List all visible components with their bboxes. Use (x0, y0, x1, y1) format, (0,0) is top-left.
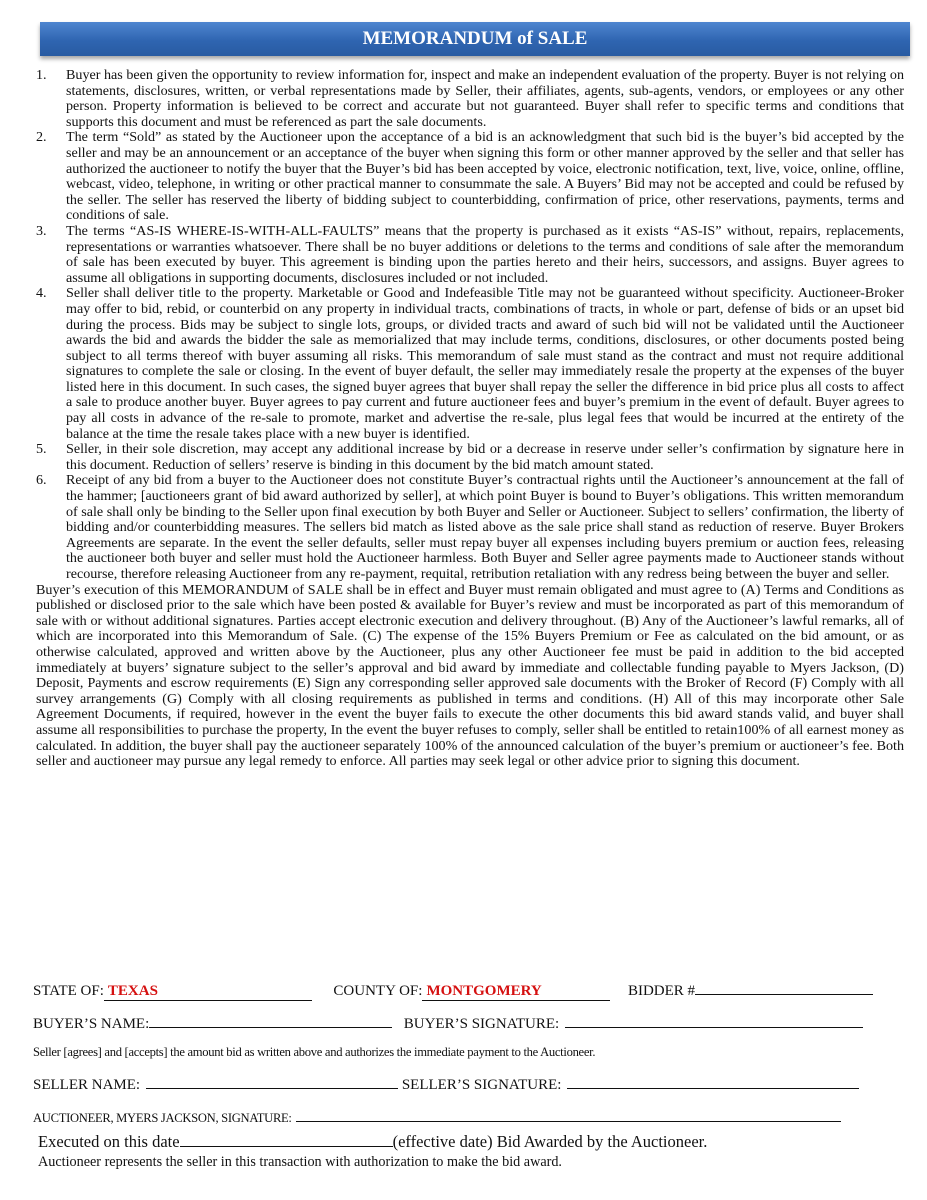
term-item (36, 473, 904, 582)
seller-agreement-text: Seller [agrees] and [accepts] the amount bid as written above and authorizes the immediate payment to the Auctioneer. (33, 1045, 596, 1059)
auctioneer-row (33, 1107, 841, 1127)
county-label: COUNTY OF: (333, 983, 423, 999)
term-text: The term “Sold” as stated by the Auctioneer upon the acceptance of a bid is an acknowledgment that such bid is the buyer’s bid accepted by the seller and may be an announcement or an acceptance of the buyer when signing this form or other manner approved by the seller and that seller has authorized the auctioneer to notify the buyer that the Buyer’s bid has been accepted by voice, electronic notification, text, live, voice, online, offline, webcast, video, telephone, in writing or other practical manner to consummate the sale. A Buyers’ Bid may not be accepted and could be refused by the seller. The seller has reserved the liberty of bidding subject to counterbidding, confirmation of price, other reservations, payments, terms and conditions of sale. (66, 129, 904, 224)
document-title-banner: MEMORANDUM of SALE (40, 22, 910, 56)
state-value: TEXAS (107, 983, 158, 999)
seller-row (33, 1074, 859, 1094)
term-number: 4. (36, 285, 47, 302)
term-item (36, 286, 904, 442)
term-text: Seller, in their sole discretion, may accept any additional increase by bid or a decrease in reserve under seller’s confirmation by signature here in this document. Reduction of sellers’ reserve is binding in this document by the bid match amount stated. (66, 441, 904, 473)
term-item (36, 442, 904, 473)
term-item (36, 130, 904, 224)
executed-suffix: (effective date) Bid Awarded by the Auctioneer. (392, 1132, 708, 1151)
term-item (36, 224, 904, 286)
footer-note: Auctioneer represents the seller in this transaction with authorization to make the bid award. (38, 1154, 562, 1170)
terms-section (36, 68, 904, 770)
term-number: 6. (36, 472, 47, 489)
county-value: MONTGOMERY (426, 983, 542, 999)
term-text: Buyer has been given the opportunity to review information for, inspect and make an independent evaluation of the property. Buyer is not relying on statements, disclosures, written, or verbal representations made by Seller, their affiliates, agents, sub-agents, vendors, or employees or any other person. Property information is believed to be correct and accurate but not guaranteed. Buyer shall refer to specific terms and conditions that supports this document and must be referenced as part the sale documents. (66, 67, 904, 130)
term-number: 2. (36, 129, 47, 146)
executed-label: Executed on this date (38, 1132, 180, 1151)
executed-date-field[interactable] (180, 1132, 393, 1147)
bidder-field[interactable] (695, 980, 873, 995)
state-field[interactable] (104, 983, 312, 1001)
auctioneer-signature-label: AUCTIONEER, MYERS JACKSON, SIGNATURE: (33, 1111, 292, 1125)
seller-name-label: SELLER NAME: (33, 1077, 141, 1093)
bidder-label: BIDDER # (627, 983, 696, 999)
closing-paragraph: Buyer’s execution of this MEMORANDUM of SALE shall be in effect and Buyer must remain obligated and must agree to (A) Terms and Conditions as published or disclosed prior to the sale which have been posted & available for Buyer’s review and must be incorporated as part of this memorandum of sale with or without additional signatures. Parties accept electronic execution and delivery throughout. (B) Any of the Auctioneer’s lawful remarks, all of which are incorporated into this Memorandum of Sale. (C) The expense of the 15% Buyers Premium or Fee as calculated on the bid amount, or as otherwise calculated, approved and written above by the Auctioneer, plus any other Auctioneer fee must be paid in addition to the bid accepted immediately at buyers’ signature subject to the seller’s approval and bid award by immediate and collectable funding payable to Myers Jackson, (D) Deposit, Payments and escrow requirements (E) Sign any corresponding seller approved sale documents with the Broker of Record (F) Comply with all survey arrangements (G) Comply with all closing requirements as published in terms and conditions. (H) All of this may incorporate other Sale Agreement Documents, if required, however in the event the buyer fails to execute the other documents this bid award stands valid, and buyer shall assume all responsibilities to purchase the property, In the event the buyer refuses to comply, seller shall be entitled to retain100% of all earnest money as calculated. In addition, the buyer shall pay the auctioneer separately 100% of the announced calculation of the buyer’s premium or auctioneer’s fee. Both seller and auctioneer may pursue any legal remedy to enforce. All parties may seek legal or other advice prior to signing this document. (36, 581, 904, 770)
executed-row (33, 1132, 707, 1152)
location-row (33, 980, 873, 1001)
term-number: 1. (36, 67, 47, 83)
county-field[interactable] (422, 983, 610, 1001)
term-number: 3. (36, 222, 47, 239)
term-text: Seller shall deliver title to the property. Marketable or Good and Indefeasible Title may not be guaranteed without specificity. Auctioneer-Broker may offer to bid, rebid, or counterbid on any property in individual tracts, combinations of tracts, in whole or part, defense of bids or an upset bid during the process. Bids may be subject to single lots, groups, or divided tracts and award of such bid will not be validated until the Auctioneer awards the bid and awards the bidder the sale as memorialized that may include terms, conditions, disclosures, or other documents posted being subject to all terms thereof with buyer assuming all risks. This memorandum of sale must stand as the contract and must not require additional signatures to complete the sale or closing. In the event of buyer default, the seller may immediately resale the property at the expenses of the buyer listed here in this document. In such cases, the signed buyer agrees that buyer shall repay the seller the difference in bid price plus all costs to affect a sale to produce another buyer. Buyer agrees to pay current and future auctioneer fees and buyer’s premium in the event of default. Buyer agrees to pay all costs in advance of the re-sale to promote, market and advertise the re-sale, plus legal fees that would be incurred at the entirety of the balance at the time the resale takes place with a new buyer is identified. (66, 285, 904, 442)
term-text: The terms “AS-IS WHERE-IS-WITH-ALL-FAULTS” means that the property is purchased as it exists “AS-IS” without, repairs, replacements, representations or warranties whatsoever. There shall be no buyer additions or deletions to the terms and conditions of sale after the memorandum of sale has been executed by buyer. This agreement is binding upon the parties hereto and their heirs, successors, and assigns. Buyer agrees to assume all obligations in supporting documents, disclosures included or not included. (66, 222, 904, 286)
seller-signature-label: SELLER’S SIGNATURE: (401, 1077, 562, 1093)
seller-signature-field[interactable] (567, 1074, 859, 1089)
seller-name-field[interactable] (146, 1074, 398, 1089)
buyer-signature-label: BUYER’S SIGNATURE: (403, 1016, 560, 1032)
buyer-row (33, 1013, 863, 1033)
term-text: Receipt of any bid from a buyer to the Auctioneer does not constitute Buyer’s contractual rights until the Auctioneer’s announcement at the fall of the hammer; [auctioneers grant of bid award authorized by seller], at which point Buyer is bound to Buyer’s obligations. This written memorandum of sale shall only be binding to the Seller upon final execution by both Buyer and Seller or Auctioneer. Subject to sellers’ confirmation, the liberty of bidding and/or counterbidding measures. The sellers bid match as listed above as the sale price shall stand as reduction of reserve. Buyer Brokers Agreements are separate. In the event the seller defaults, seller must repay buyer all expenses including buyers premium or auction fees, releasing the auctioneer both buyer and seller must hold the Auctioneer harmless. Both Buyer and Seller agree payments made to Auctioneer stands without recourse, therefore releasing Auctioneer from any re-payment, requital, retribution retaliation with any redress being between the buyer and seller. (66, 472, 904, 582)
buyer-signature-field[interactable] (565, 1013, 863, 1028)
term-item (36, 68, 904, 130)
buyer-name-label: BUYER’S NAME: (33, 1016, 150, 1032)
auctioneer-signature-field[interactable] (296, 1107, 841, 1122)
state-label: STATE OF: (33, 983, 104, 999)
term-number: 5. (36, 441, 47, 458)
buyer-name-field[interactable] (149, 1013, 392, 1028)
